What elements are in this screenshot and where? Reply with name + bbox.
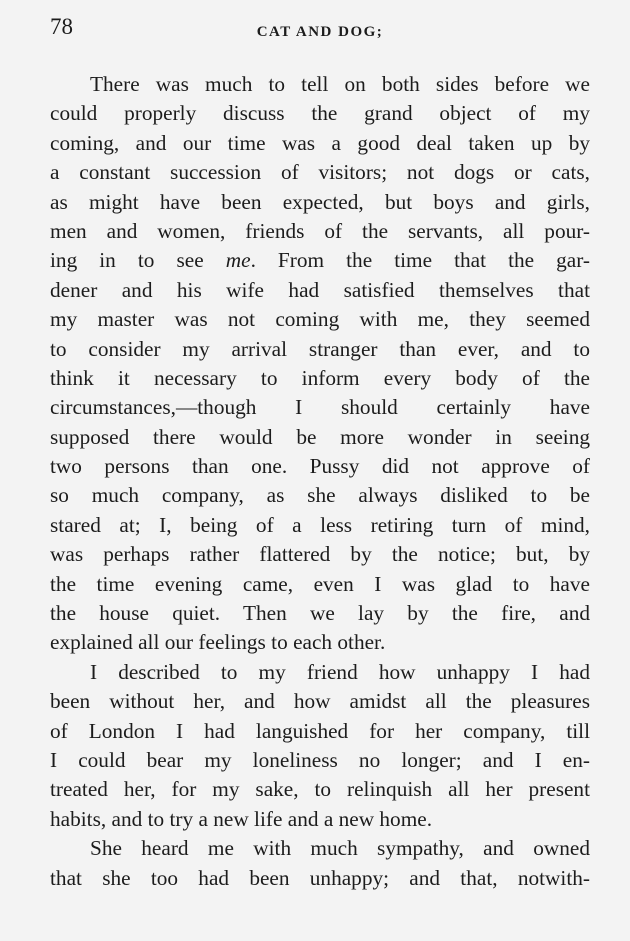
- text-line: two persons than one. Pussy did not approve of: [50, 454, 590, 479]
- paragraph-3: [50, 834, 590, 893]
- text-line: been without her, and how amidst all the pleasures: [50, 689, 590, 714]
- page-number: 78: [50, 14, 73, 39]
- text-line: There was much to tell on both sides before we: [90, 72, 590, 96]
- text-line: that she too had been unhappy; and that, notwith-: [50, 865, 590, 890]
- text-line: the house quiet. Then we lay by the fire, and: [50, 601, 590, 626]
- text-line: of London I had languished for her company, till: [50, 718, 590, 743]
- text-line: dener and his wife had satisfied themselves that: [50, 277, 590, 302]
- text-line: circumstances,—though I should certainly have: [50, 395, 590, 420]
- text-line: I could bear my loneliness no longer; and I en-: [50, 747, 590, 772]
- text-line: to consider my arrival stranger than ever, and to: [50, 336, 590, 361]
- text-line: She heard me with much sympathy, and owned: [90, 836, 590, 861]
- text-line: explained all our feelings to each other.: [50, 630, 386, 655]
- text-line: my master was not coming with me, they seemed: [50, 307, 590, 332]
- text-line: I described to my friend how unhappy I had: [90, 659, 590, 684]
- paragraph-1: [50, 70, 590, 658]
- text-line: men and women, friends of the servants, all pour-: [50, 218, 590, 243]
- text-line: supposed there would be more wonder in seeing: [50, 424, 590, 449]
- text-line: as might have been expected, but boys and girls,: [50, 189, 590, 214]
- text-line: the time evening came, even I was glad to have: [50, 571, 590, 596]
- running-title: CAT AND DOG;: [256, 24, 384, 40]
- text-line: was perhaps rather flattered by the notice; but, by: [50, 542, 590, 567]
- italic-emphasis: me: [225, 248, 251, 273]
- text-line: think it necessary to inform every body of the: [50, 365, 590, 390]
- text-line: could properly discuss the grand object of my: [50, 101, 590, 126]
- body-text: [50, 70, 590, 893]
- text-line: coming, and our time was a good deal taken up by: [50, 130, 590, 155]
- text-line: so much company, as she always disliked to be: [50, 483, 590, 508]
- text-line: stared at; I, being of a less retiring turn of mind,: [50, 512, 590, 537]
- text-line: habits, and to try a new life and a new home.: [50, 806, 433, 831]
- text-line: a constant succession of visitors; not dogs or cats,: [50, 160, 590, 185]
- text-line: ing in to see me. From the time that the gar-: [50, 248, 590, 273]
- paragraph-2: [50, 658, 590, 834]
- text-line: treated her, for my sake, to relinquish all her present: [50, 777, 590, 802]
